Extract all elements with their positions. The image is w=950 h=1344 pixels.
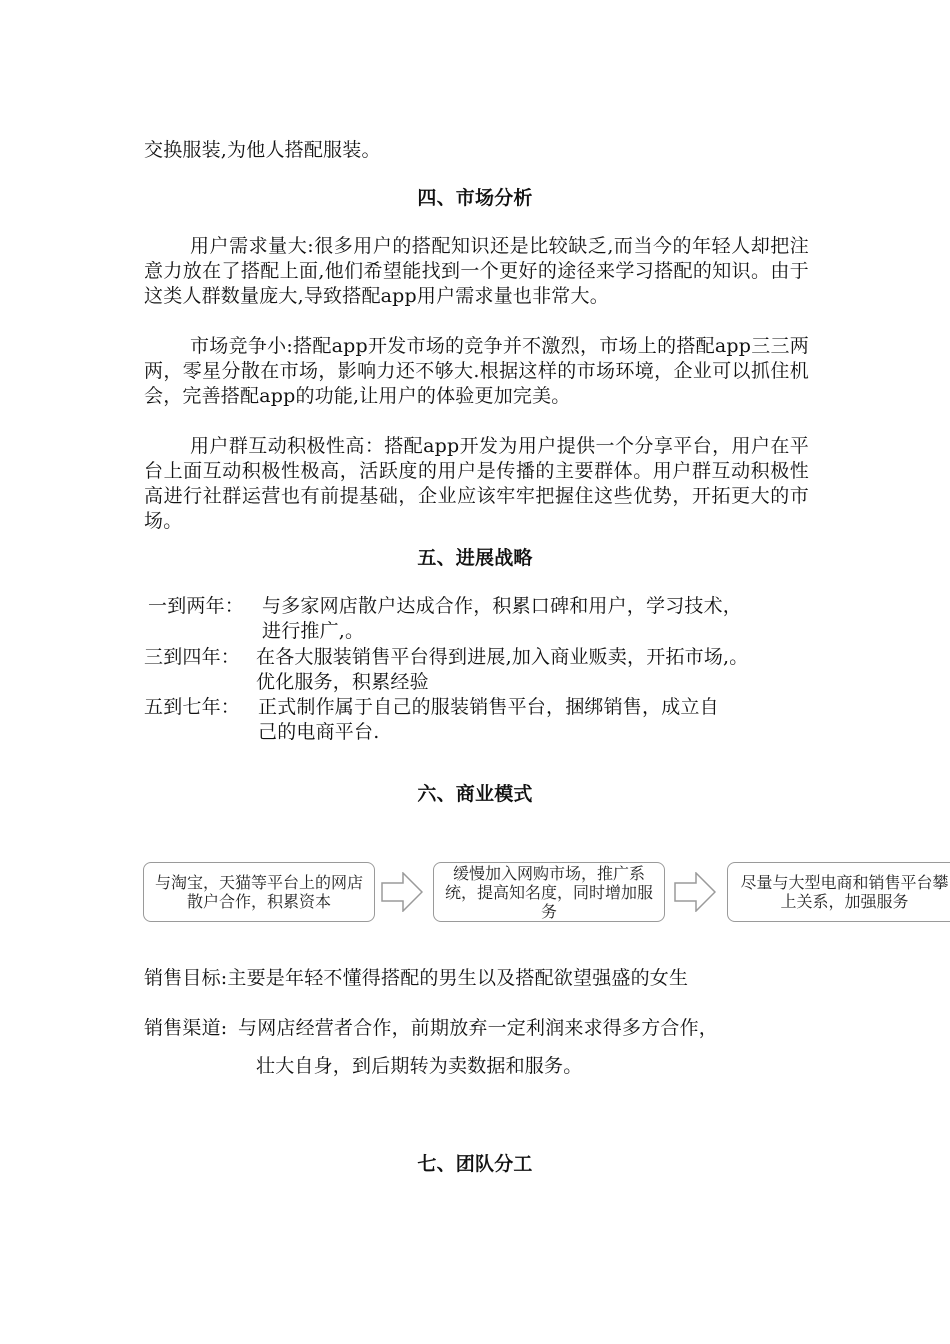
flow-arrow-icon — [674, 872, 716, 912]
strategy-label-3: 五到七年： — [144, 696, 241, 718]
section-heading-strategy: 五、进展战略 — [417, 547, 533, 569]
sales-channel-text-1: 与网店经营者合作，前期放弃一定利润来求得多方合作， — [238, 1017, 719, 1039]
strategy-label-2: 三到四年： — [144, 646, 241, 668]
strategy-text-3b: 己的电商平台. — [258, 721, 380, 743]
section-heading-business: 六、商业模式 — [417, 783, 533, 805]
sales-channel-label: 销售渠道: — [144, 1017, 228, 1039]
sales-channel-text-2: 壮大自身，到后期转为卖数据和服务。 — [256, 1055, 583, 1077]
section-heading-team: 七、团队分工 — [417, 1153, 533, 1175]
sales-target-text: 销售目标:主要是年轻不懂得搭配的男生以及搭配欲望强盛的女生 — [144, 967, 689, 989]
strategy-text-2b: 优化服务，积累经验 — [256, 671, 429, 693]
flow-step-1-text: 与淘宝，天猫等平台上的网店散户合作，积累资本 — [154, 873, 363, 911]
market-paragraph-demand: 用户需求量大:很多用户的搭配知识还是比较缺乏,而当今的年轻人却把注意力放在了搭配上面,他们希望能找到一个更好的途径来学习搭配的知识。由于这类人群数量庞大,导致搭配app用户需求量也非常大。 — [144, 235, 809, 307]
flow-step-3 — [727, 862, 950, 922]
flow-step-1 — [143, 862, 375, 922]
strategy-text-1a: 与多家网店散户达成合作，积累口碑和用户，学习技术， — [262, 595, 743, 617]
flow-step-3-text: 尽量与大型电商和销售平台攀上关系，加强服务 — [740, 873, 949, 911]
intro-tail-text: 交换服装,为他人搭配服装。 — [144, 139, 381, 161]
market-paragraph-competition: 市场竞争小:搭配app开发市场的竞争并不激烈，市场上的搭配app三三两两，零星分散在市场，影响力还不够大.根据这样的市场环境，企业可以抓住机会，完善搭配app的功能,让用户的体验更加完美。 — [144, 335, 809, 407]
strategy-text-2a: 在各大服装销售平台得到进展,加入商业贩卖，开拓市场,。 — [256, 646, 749, 668]
market-paragraph-engagement: 用户群互动积极性高：搭配app开发为用户提供一个分享平台，用户在平台上面互动积极性极高，活跃度的用户是传播的主要群体。用户群互动积极性高进行社群运营也有前提基础，企业应该牢牢把握住这些优势，开拓更大的市场。 — [144, 435, 809, 532]
strategy-text-3a: 正式制作属于自己的服装销售平台，捆绑销售，成立自 — [258, 696, 719, 718]
strategy-label-1: 一到两年： — [148, 595, 245, 617]
section-heading-market: 四、市场分析 — [417, 187, 533, 209]
flow-step-2-text: 缓慢加入网购市场，推广系统，提高知名度，同时增加服务 — [444, 863, 653, 921]
strategy-text-1b: 进行推广,。 — [262, 620, 365, 642]
flow-arrow-icon — [381, 872, 423, 912]
flow-step-2 — [433, 862, 665, 922]
